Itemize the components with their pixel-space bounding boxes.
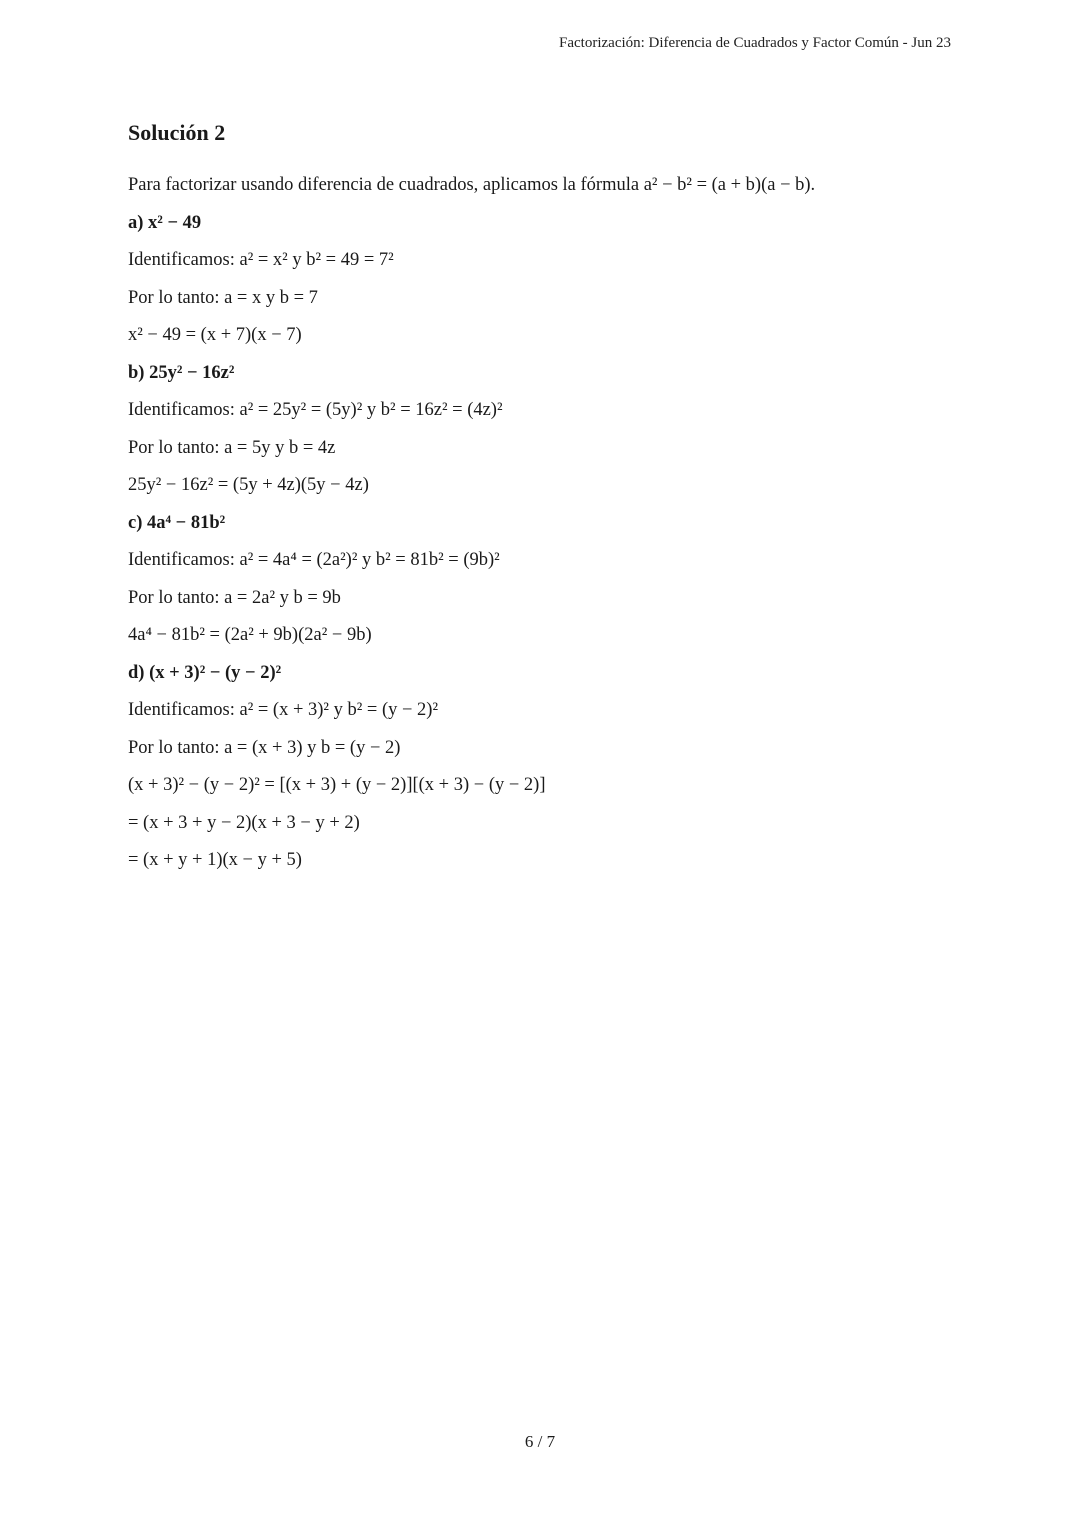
step-line: Por lo tanto: a = 5y y b = 4z [128, 437, 336, 458]
solution-body [128, 172, 958, 885]
intro-formula: Para factorizar usando diferencia de cuadrados, aplicamos la fórmula a² − b² = (a + b)(a − b). [128, 175, 816, 195]
result-line: (x + 3)² − (y − 2)² = [(x + 3) + (y − 2)][(x + 3) − (y − 2)] [128, 775, 546, 795]
result-line: 4a⁴ − 81b² = (2a² + 9b)(2a² − 9b) [128, 625, 372, 645]
step-line: Identificamos: a² = x² y b² = 49 = 7² [128, 250, 394, 270]
result-line: x² − 49 = (x + 7)(x − 7) [128, 325, 302, 345]
section-title: Solución 2 [128, 120, 226, 145]
step-line: Identificamos: a² = 4a⁴ = (2a²)² y b² = 81b² = (9b)² [128, 550, 500, 570]
result-line: 25y² − 16z² = (5y + 4z)(5y − 4z) [128, 475, 369, 495]
subheading-b: b) 25y² − 16z² [128, 362, 235, 383]
step-line: Por lo tanto: a = 2a² y b = 9b [128, 587, 341, 608]
step-line: Por lo tanto: a = x y b = 7 [128, 287, 318, 308]
page-number: 6 / 7 [524, 1432, 556, 1451]
result-line: = (x + y + 1)(x − y + 5) [128, 850, 302, 870]
subheading-d: d) (x + 3)² − (y − 2)² [128, 662, 282, 683]
subheading-a: a) x² − 49 [128, 212, 202, 233]
result-line: = (x + 3 + y − 2)(x + 3 − y + 2) [128, 812, 360, 833]
step-line: Identificamos: a² = (x + 3)² y b² = (y − 2)² [128, 700, 439, 720]
running-header: Factorización: Diferencia de Cuadrados y Factor Común - Jun 23 [559, 35, 951, 51]
subheading-c: c) 4a⁴ − 81b² [128, 512, 226, 533]
step-line: Identificamos: a² = 25y² = (5y)² y b² = 16z² = (4z)² [128, 400, 503, 420]
step-line: Por lo tanto: a = (x + 3) y b = (y − 2) [128, 737, 401, 758]
